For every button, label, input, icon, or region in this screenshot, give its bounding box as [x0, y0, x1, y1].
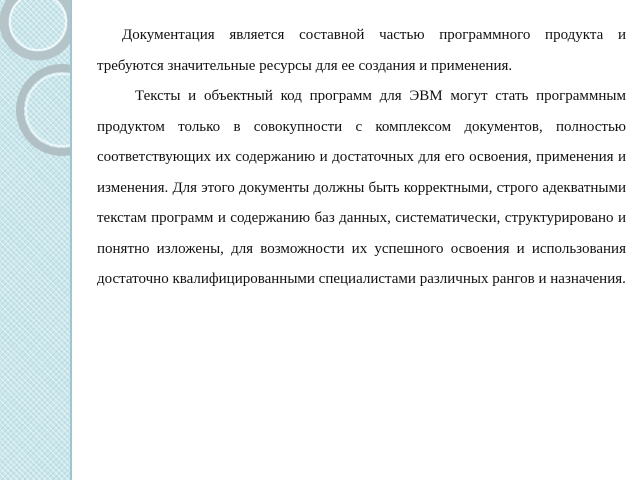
- ring-middle: [20, 68, 70, 152]
- paragraph-1: Документация является составной частью программного продукта и требуются значительные ресурсы для ее создания и применения.: [97, 27, 626, 74]
- sidebar-divider: [70, 0, 72, 480]
- slide-text: [97, 20, 626, 295]
- decorative-rings: [0, 0, 70, 480]
- decorative-sidebar: [0, 0, 70, 480]
- paragraph-2: Тексты и объектный код программ для ЭВМ могут стать программным продуктом только в совокупности с комплексом документов, полностью соответствующих их содержанию и достаточных для его освоения, применения и изменения. Для этого документы должны быть корректными, строго адекватными текстам программ и содержанию баз данных, систематически, структурировано и понятно изложены, для возможности их успешного освоения и использования достаточно квалифицированными специалистами различных рангов и назначения.: [97, 88, 626, 287]
